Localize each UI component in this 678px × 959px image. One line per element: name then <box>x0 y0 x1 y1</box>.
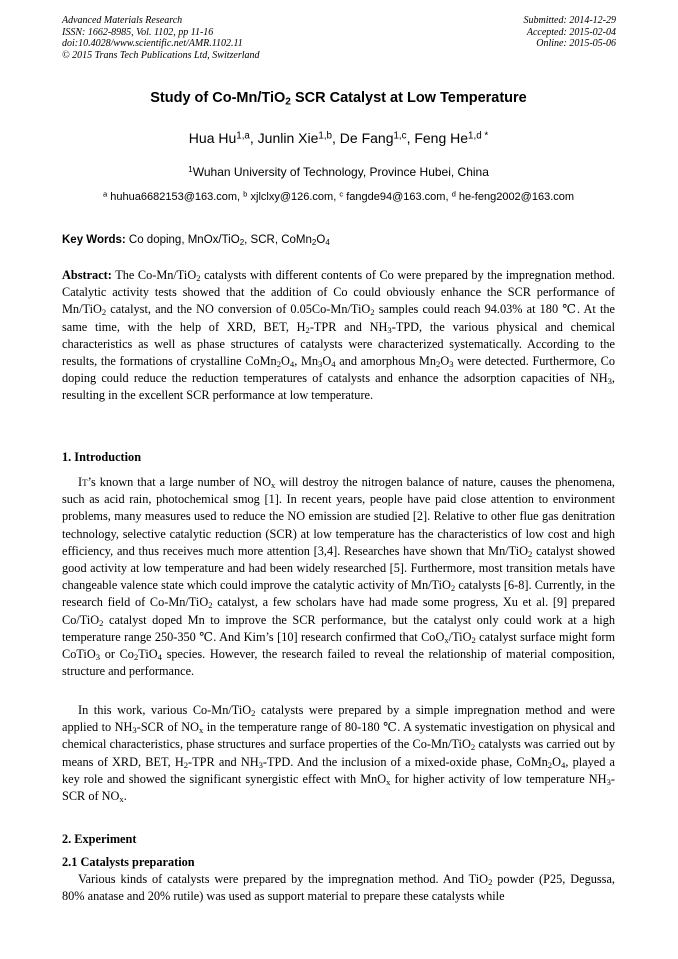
title-subscript: 2 <box>285 96 291 108</box>
email-address: xjlclxy@126.com, <box>247 191 340 203</box>
author-name: Hua Hu <box>188 130 237 146</box>
text-run: were detected. Furthermore, Co doping could reduce the reduction temperatures of catalysts and enhance the adsorption capacities of NH <box>62 354 615 386</box>
text-run: Various kinds of catalysts were prepared by the impregnation method. And TiO <box>78 872 489 886</box>
subscript: 2 <box>196 273 201 284</box>
author-name: Feng He <box>414 130 469 146</box>
subscript: 2 <box>528 548 533 559</box>
text-run: catalyst showed good activity at low temperature and had been widely researched [5]. Furthermore, most transition metals have changeable valence state which could improve the catalytic activity of Mn/TiO <box>62 543 615 593</box>
submitted-date: Submitted: 2014-12-29 <box>523 15 616 26</box>
text-run: catalyst surface might form CoTiO <box>62 629 616 662</box>
text-run: TiO <box>138 647 158 662</box>
subscript: 4 <box>289 359 295 370</box>
abstract-label: Abstract: <box>62 268 112 282</box>
text-run: samples could reach 94.03% at 180 ℃. At the same time, with the help of XRD, BET, H <box>62 302 615 334</box>
subscript: 2 <box>133 652 139 663</box>
author-emails <box>62 191 615 203</box>
subscript: x <box>198 725 204 736</box>
doi-line: doi:10.4028/www.scientific.net/AMR.1102.11 <box>62 38 243 49</box>
text-run: -TPR and NH <box>188 754 259 769</box>
text-run: -TPD. And the inclusion of a mixed-oxide phase, CoMn <box>262 754 548 769</box>
text-run: O <box>281 354 290 369</box>
author-marker: 1,d * <box>468 130 489 142</box>
keywords-sub-1: 2 <box>239 238 245 247</box>
text-run: catalysts with different contents of Co were prepared by the impregnation method. Catalytic activity tests showed that the addition of Co could obviously enhance the SCR performance of Mn/TiO <box>62 268 615 317</box>
author-separator: , <box>406 130 415 146</box>
text-run: -SCR of NO <box>136 720 199 735</box>
subscript: 2 <box>450 583 456 594</box>
subscript: 2 <box>488 877 493 888</box>
subscript: 2 <box>251 708 256 719</box>
subscript: x <box>119 794 124 805</box>
subscript: 3 <box>607 376 612 387</box>
online-date: Online: 2015-05-06 <box>536 38 616 49</box>
text-run: catalysts [6-8]. Currently, in the research field of Co-Mn/TiO <box>62 578 615 610</box>
text-run: powder (P25, Degussa, 80% anatase and 20% rutile) was used as support material to prepare these catalysts while <box>62 872 615 904</box>
paper-title <box>62 90 615 106</box>
subscript: 3 <box>606 776 611 787</box>
journal-info <box>62 15 260 61</box>
keywords-text-3: O <box>316 234 326 246</box>
email-marker: a <box>102 189 108 199</box>
email-marker: b <box>243 189 248 199</box>
subscript: 2 <box>99 617 104 628</box>
author-separator: , <box>249 130 258 146</box>
text-run: in the temperature range of 80-180 ℃. A systematic investigation on physical and chemical characteristics, phase structures and surface properties of the Co-Mn/TiO <box>62 720 615 752</box>
text-run: or Co <box>100 647 134 662</box>
abstract-body <box>62 268 615 402</box>
subscript: 3 <box>95 652 101 663</box>
email-address: huhua6682153@163.com, <box>107 191 244 203</box>
text-run: catalysts was carried out by means of XRD, BET, H <box>62 737 615 769</box>
author-name: De Fang <box>339 130 394 146</box>
text-run: It <box>78 475 88 489</box>
subscript: 2 <box>101 307 107 318</box>
author-name: Junlin Xie <box>257 130 319 146</box>
subscript: 3 <box>387 324 392 335</box>
subscript: x <box>271 480 276 491</box>
subscript: 2 <box>470 742 476 753</box>
subscript: 3 <box>132 725 137 736</box>
text-run: The Co-Mn/TiO <box>111 268 197 282</box>
journal-name: Advanced Materials Research <box>62 15 183 26</box>
subscript: 3 <box>449 359 454 370</box>
text-run: ’s known that a large number of NO <box>87 475 272 489</box>
author-marker: 1,a <box>236 130 250 142</box>
subscript: 2 <box>305 324 310 335</box>
email-address: he-feng2002@163.com <box>455 191 575 203</box>
affiliation-marker: 1 <box>188 164 193 175</box>
subscript: x <box>386 776 391 787</box>
text-run: will destroy the nitrogen balance of nature, causes the phenomena, such as acid rain, photochemical smog [1]. In recent years, people have paid close attention to environment problems, many measures used to reduce the NO emission are studied [2]. Relative to other flue gas denitration technology, selective catalytic reduction (SCR) at low temperature has the characteristics of low cost and high efficiency, and thus receives much more attention [3,4]. Researches have shown that Mn/TiO <box>62 475 615 558</box>
text-run: . <box>123 789 127 804</box>
issn-line: ISSN: 1662-8985, Vol. 1102, pp 11-16 <box>62 26 214 38</box>
text-run: -TPR and NH <box>309 319 388 334</box>
keywords-sub-3: 4 <box>325 238 330 247</box>
publication-dates <box>524 15 617 50</box>
subscript: 2 <box>471 634 476 645</box>
email-marker: d <box>451 189 456 199</box>
subscript: 2 <box>370 307 375 318</box>
title-text-1: Study of Co-Mn/TiO <box>150 90 286 106</box>
text-run: catalyst, and the NO conversion of 0.05Co-Mn/TiO <box>106 302 371 317</box>
subscript: x <box>444 634 449 645</box>
keywords <box>62 234 330 246</box>
text-run: and amorphous Mn <box>335 354 437 369</box>
text-run: catalyst, a few scholars have had made some progress, Xu et al. [9] prepared Co/TiO <box>62 595 615 627</box>
text-run: O <box>552 754 561 769</box>
subscript: 2 <box>183 759 189 770</box>
text-run: -SCR of NO <box>62 771 615 804</box>
title-text-2: SCR Catalyst at Low Temperature <box>290 90 527 106</box>
subscript: 4 <box>561 759 566 770</box>
subscript: 2 <box>436 359 441 370</box>
text-run: , resulting in the excellent SCR performance at low temperature. <box>62 371 615 403</box>
experiment-paragraph-1 <box>62 871 615 905</box>
text-run: -TPD, the various physical and chemical characteristics as well as phase structures of catalysts were characterized systematically. According to the results, the formations of crystalline CoMn <box>62 319 616 369</box>
author-separator: , <box>332 130 340 146</box>
author-marker: 1,c <box>393 130 407 142</box>
text-run: /TiO <box>448 629 472 644</box>
affiliation-text: Wuhan University of Technology, Province Hubei, China <box>192 165 489 179</box>
subscript: 4 <box>331 359 336 370</box>
accepted-date: Accepted: 2015-02-04 <box>526 26 616 38</box>
text-run: , played a key role and showed the significant synergistic effect with MnO <box>62 754 616 786</box>
text-run: O <box>440 354 450 369</box>
author-marker: 1,b <box>318 130 332 142</box>
subscript: 3 <box>258 759 263 770</box>
copyright-line: © 2015 Trans Tech Publications Ltd, Switzerland <box>62 49 260 61</box>
text-run: In this work, various Co-Mn/TiO <box>78 703 252 717</box>
intro-paragraph-1 <box>62 474 615 680</box>
email-address: fangde94@163.com, <box>343 191 452 203</box>
keywords-text-1: Co doping, MnOx/TiO <box>125 234 240 246</box>
subscript: 2 <box>208 600 213 611</box>
subsection-heading-catalysts-preparation: 2.1 Catalysts preparation <box>62 855 195 869</box>
subscript: 3 <box>318 359 323 370</box>
keywords-text-2: , SCR, CoMn <box>244 234 312 246</box>
keywords-label: Key Words: <box>62 234 126 246</box>
email-marker: c <box>339 189 344 199</box>
text-run: O <box>322 354 332 369</box>
subscript: 2 <box>276 359 281 370</box>
text-run: catalyst doped Mn to improve the SCR performance, but the catalyst only could work at a high temperature range 250-350 ℃. And Kim’s [10] research confirmed that CoO <box>62 612 615 644</box>
text-run: for higher activity of low temperature NH <box>390 771 607 786</box>
intro-paragraph-2 <box>62 702 615 805</box>
abstract <box>62 267 615 405</box>
subscript: 4 <box>157 652 162 663</box>
affiliation <box>62 165 615 179</box>
keywords-sub-2: 2 <box>311 238 317 247</box>
text-run: , Mn <box>294 354 319 369</box>
subscript: 2 <box>547 759 553 770</box>
author-list <box>62 130 615 146</box>
text-run: species. However, the research failed to reveal the relationship of material composition, structure and performance. <box>62 647 615 679</box>
section-heading-experiment: 2. Experiment <box>62 832 137 846</box>
section-heading-introduction: 1. Introduction <box>62 450 142 464</box>
text-run: catalysts were prepared by a simple impregnation method and were applied to NH <box>62 703 615 735</box>
